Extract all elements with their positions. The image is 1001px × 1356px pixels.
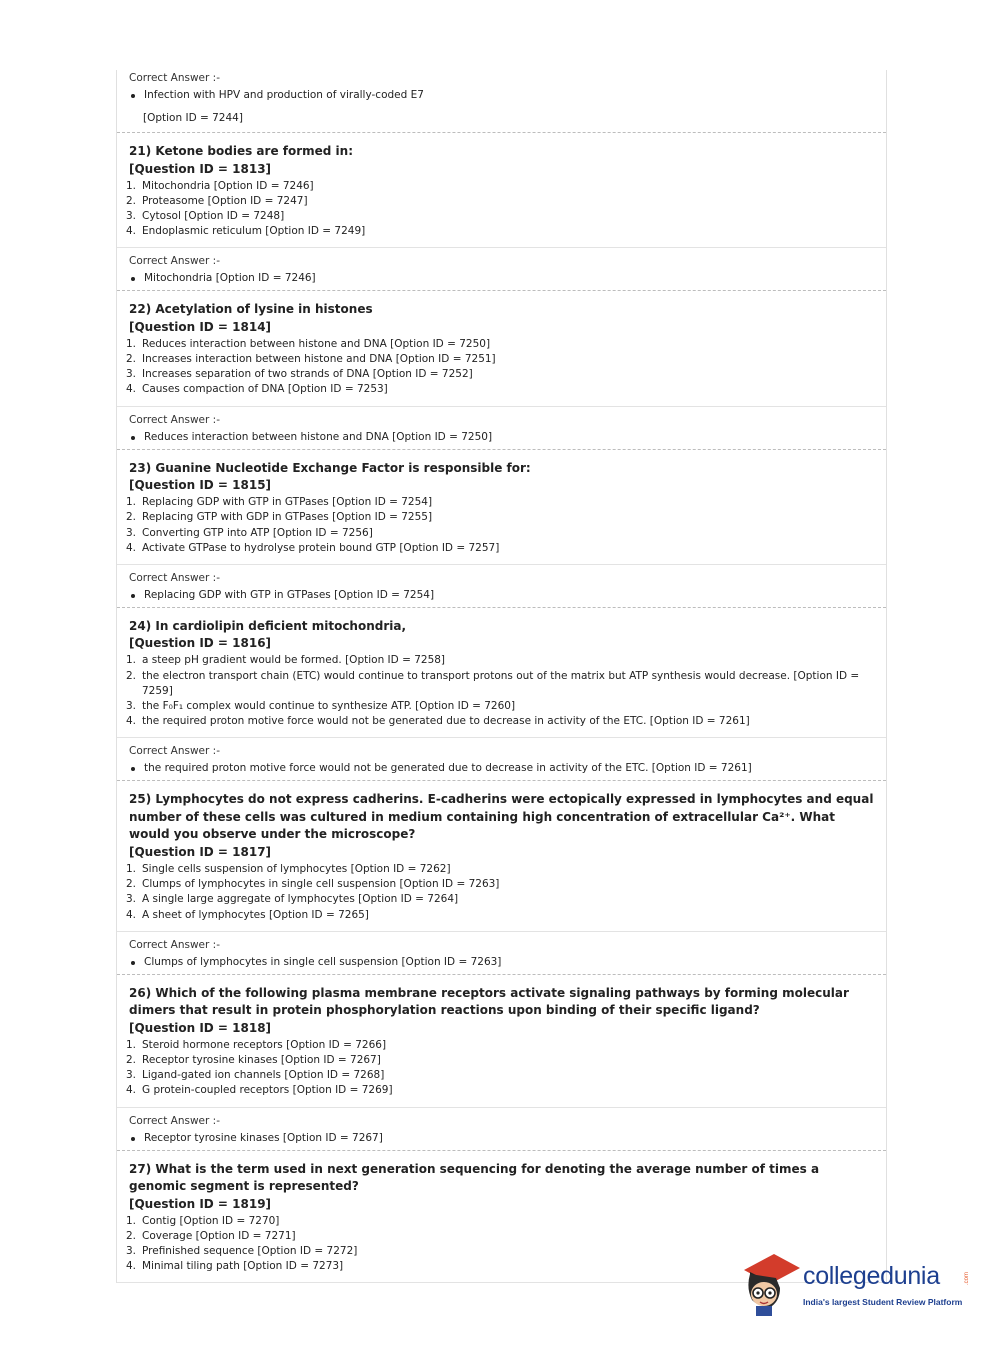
option-number: 2. — [126, 353, 137, 366]
correct-answer-text: Replacing GDP with GTP in GTPases [Option ID = 7254] — [129, 589, 886, 601]
correct-answer-label: Correct Answer :- — [129, 255, 220, 268]
option-number: 3. — [126, 1244, 137, 1257]
option-text: Endoplasmic reticulum [Option ID = 7249] — [142, 225, 366, 238]
question-id: [Question ID = 1816] — [129, 636, 272, 651]
option-text: the electron transport chain (ETC) would continue to transport protons out of the matrix but ATP synthesis would decrease. [Option ID = 7259] — [142, 669, 860, 697]
answer-block — [117, 565, 886, 608]
option-item — [126, 862, 874, 877]
correct-answer-text: Mitochondria [Option ID = 7246] — [129, 272, 886, 284]
question-block — [117, 975, 886, 1108]
option-item — [126, 669, 874, 699]
answer-block — [117, 1108, 886, 1151]
option-item — [126, 495, 874, 510]
question-block — [117, 608, 886, 739]
option-item — [126, 1068, 874, 1083]
question-id: [Question ID = 1815] — [129, 478, 272, 493]
option-list — [126, 1038, 874, 1099]
option-number: 4. — [126, 383, 137, 396]
option-text: Replacing GTP with GDP in GTPases [Option ID = 7255] — [142, 511, 433, 524]
option-item — [126, 877, 874, 892]
option-text: Causes compaction of DNA [Option ID = 7253] — [142, 383, 388, 396]
option-number: 3. — [126, 1069, 137, 1082]
question-paper — [116, 70, 887, 1283]
brand-suffix: .com — [964, 1272, 970, 1286]
correct-answer-label: Correct Answer :- — [129, 571, 220, 584]
option-number: 4. — [126, 1260, 137, 1273]
option-item — [126, 541, 874, 556]
question-id: [Question ID = 1813] — [129, 161, 272, 176]
question-id: [Question ID = 1818] — [129, 1020, 272, 1035]
question-block — [117, 133, 886, 248]
option-item — [126, 352, 874, 367]
question-block — [117, 781, 886, 931]
option-number: 4. — [126, 1084, 137, 1097]
option-text: Replacing GDP with GTP in GTPases [Option ID = 7254] — [142, 496, 433, 509]
option-text: Single cells suspension of lymphocytes [Option ID = 7262] — [142, 862, 451, 875]
correct-answer-text: Reduces interaction between histone and DNA [Option ID = 7250] — [129, 431, 886, 443]
option-text: Minimal tiling path [Option ID = 7273] — [142, 1260, 344, 1273]
option-item — [126, 367, 874, 382]
option-list — [126, 862, 874, 923]
option-text: Contig [Option ID = 7270] — [142, 1214, 280, 1227]
option-text: Receptor tyrosine kinases [Option ID = 7267] — [142, 1053, 381, 1066]
correct-answer-label: Correct Answer :- — [129, 1114, 220, 1127]
option-item — [126, 892, 874, 907]
option-text: Activate GTPase to hydrolyse protein bound GTP [Option ID = 7257] — [142, 541, 500, 554]
option-item — [126, 1038, 874, 1053]
option-number: 1. — [126, 179, 137, 192]
option-item — [126, 382, 874, 397]
option-text: Increases interaction between histone and DNA [Option ID = 7251] — [142, 353, 496, 366]
option-text: Increases separation of two strands of DNA [Option ID = 7252] — [142, 368, 473, 381]
answer-block-20 — [117, 70, 886, 133]
answer-block — [117, 738, 886, 781]
option-list — [126, 179, 874, 240]
question-title: 26) Which of the following plasma membrane receptors activate signaling pathways by forming molecular dimers that result in protein phosphorylation reactions upon binding of their specific ligand? — [129, 985, 849, 1018]
option-text: Reduces interaction between histone and DNA [Option ID = 7250] — [142, 337, 491, 350]
option-text: A sheet of lymphocytes [Option ID = 7265] — [142, 908, 369, 921]
question-id: [Question ID = 1817] — [129, 844, 272, 859]
option-number: 1. — [126, 496, 137, 509]
option-number: 1. — [126, 1214, 137, 1227]
question-list — [117, 133, 886, 1283]
option-text: Clumps of lymphocytes in single cell suspension [Option ID = 7263] — [142, 878, 500, 891]
correct-answer-text: the required proton motive force would not be generated due to decrease in activity of the ETC. [Option ID = 7261] — [129, 762, 886, 774]
option-text: a steep pH gradient would be formed. [Option ID = 7258] — [142, 654, 446, 667]
correct-answer-label: Correct Answer :- — [129, 745, 220, 758]
option-number: 4. — [126, 541, 137, 554]
brand-tagline: India's largest Student Review Platform — [803, 1297, 963, 1307]
option-text: Cytosol [Option ID = 7248] — [142, 209, 285, 222]
option-text: G protein-coupled receptors [Option ID = 7269] — [142, 1084, 393, 1097]
question-title: 21) Ketone bodies are formed in: — [129, 144, 354, 158]
option-item — [126, 337, 874, 352]
option-text: Mitochondria [Option ID = 7246] — [142, 179, 314, 192]
option-list — [126, 653, 874, 729]
option-number: 3. — [126, 368, 137, 381]
option-number: 1. — [126, 337, 137, 350]
question-title: 23) Guanine Nucleotide Exchange Factor is responsible for: — [129, 460, 531, 475]
option-item — [126, 194, 874, 209]
option-text: Coverage [Option ID = 7271] — [142, 1229, 296, 1242]
student-mascot-icon — [742, 1248, 802, 1318]
option-list — [126, 495, 874, 556]
option-item — [126, 209, 874, 224]
question-id: [Question ID = 1814] — [129, 319, 272, 334]
option-item — [126, 1083, 874, 1098]
option-text: Proteasome [Option ID = 7247] — [142, 194, 308, 207]
question-title: 24) In cardiolipin deficient mitochondria, — [129, 618, 407, 633]
option-number: 3. — [126, 893, 137, 906]
option-item — [126, 1214, 874, 1229]
option-number: 1. — [126, 862, 137, 875]
correct-answer-label: Correct Answer :- — [129, 938, 220, 951]
option-number: 4. — [126, 908, 137, 921]
answer-block — [117, 248, 886, 291]
option-number: 4. — [126, 225, 137, 238]
correct-answer-label: Correct Answer :- — [129, 413, 220, 426]
collegedunia-logo — [742, 1248, 972, 1318]
option-list — [126, 337, 874, 398]
option-item — [126, 653, 874, 668]
question-id: [Question ID = 1819] — [129, 1196, 272, 1211]
question-title: 22) Acetylation of lysine in histones — [129, 302, 373, 317]
option-number: 3. — [126, 526, 137, 539]
option-text: Prefinished sequence [Option ID = 7272] — [142, 1244, 358, 1257]
option-item — [126, 526, 874, 541]
option-item — [126, 1229, 874, 1244]
option-item — [126, 179, 874, 194]
option-item — [126, 1053, 874, 1068]
option-number: 2. — [126, 1053, 137, 1066]
brand-name: collegedunia — [803, 1262, 940, 1290]
option-item — [126, 908, 874, 923]
correct-answer-text: Infection with HPV and production of virally-coded E7 — [129, 89, 886, 101]
correct-answer-text: Receptor tyrosine kinases [Option ID = 7267] — [129, 1132, 886, 1144]
option-number: 3. — [126, 700, 137, 713]
option-text: Converting GTP into ATP [Option ID = 7256] — [142, 526, 373, 539]
option-text: the F₀F₁ complex would continue to synthesize ATP. [Option ID = 7260] — [142, 700, 516, 713]
option-number: 2. — [126, 194, 137, 207]
option-number: 2. — [126, 878, 137, 891]
answer-block — [117, 932, 886, 975]
option-text: the required proton motive force would not be generated due to decrease in activity of the ETC. [Option ID = 7261] — [142, 715, 750, 728]
option-item — [126, 699, 874, 714]
option-number: 2. — [126, 511, 137, 524]
option-number: 2. — [126, 1229, 137, 1242]
option-item — [126, 510, 874, 525]
option-text: Steroid hormone receptors [Option ID = 7266] — [142, 1038, 387, 1051]
correct-answer-label: Correct Answer :- — [129, 72, 220, 84]
option-number: 4. — [126, 715, 137, 728]
option-number: 1. — [126, 1038, 137, 1051]
question-block — [117, 291, 886, 406]
option-number: 3. — [126, 209, 137, 222]
correct-answer-option-id: [Option ID = 7244] — [143, 112, 243, 124]
question-title: 27) What is the term used in next generation sequencing for denoting the average number of times a genomic segment is represented? — [129, 1161, 820, 1194]
option-item — [126, 224, 874, 239]
option-text: A single large aggregate of lymphocytes [Option ID = 7264] — [142, 893, 459, 906]
question-title: 25) Lymphocytes do not express cadherins. E-cadherins were ectopically expressed in lymphocytes and equal number of these cells was cultured in medium containing high concentration of extracellular Ca²⁺. What would you observe under the microscope? — [129, 792, 874, 842]
option-number: 2. — [126, 669, 137, 682]
question-block — [117, 450, 886, 565]
option-text: Ligand-gated ion channels [Option ID = 7268] — [142, 1069, 385, 1082]
correct-answer-text: Clumps of lymphocytes in single cell suspension [Option ID = 7263] — [129, 956, 886, 968]
answer-block — [117, 407, 886, 450]
option-number: 1. — [126, 654, 137, 667]
option-item — [126, 714, 874, 729]
